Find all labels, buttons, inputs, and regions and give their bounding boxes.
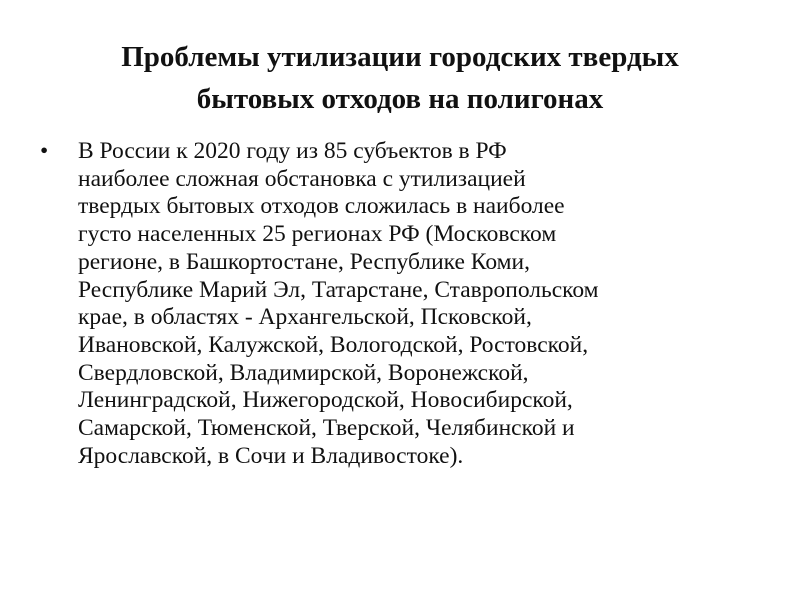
bullet-text-line: регионе, в Башкортостане, Республике Коми, bbox=[78, 248, 530, 275]
bullet-list bbox=[40, 138, 760, 470]
bullet-text-line: Ивановской, Калужской, Вологодской, Ростовской, bbox=[78, 331, 589, 358]
bullet-marker: • bbox=[40, 138, 49, 164]
bullet-text-line: Ленинградской, Нижегородской, Новосибирской, bbox=[78, 387, 573, 414]
bullet-text-line: Самарской, Тюменской, Тверской, Челябинской и bbox=[78, 415, 575, 442]
bullet-text-line: твердых бытовых отходов сложилась в наиболее bbox=[78, 193, 565, 220]
title-line: Проблемы утилизации городских твердых bbox=[121, 41, 679, 73]
bullet-text-line: крае, в областях - Архангельской, Псковской, bbox=[78, 304, 532, 331]
bullet-text-line: Ярославской, в Сочи и Владивостоке). bbox=[78, 442, 464, 469]
slide-title bbox=[40, 36, 760, 120]
bullet-text-line: Республике Марий Эл, Татарстане, Ставропольском bbox=[78, 276, 599, 303]
title-line: бытовых отходов на полигонах bbox=[196, 83, 604, 115]
bullet-text-line: густо населенных 25 регионах РФ (Московском bbox=[78, 221, 557, 248]
bullet-item bbox=[40, 138, 760, 470]
bullet-text-line: Свердловской, Владимирской, Воронежской, bbox=[78, 359, 529, 386]
bullet-text-line: наиболее сложная обстановка с утилизацией bbox=[78, 165, 526, 192]
bullet-text-line: В России к 2020 году из 85 субъектов в РФ bbox=[78, 138, 507, 164]
